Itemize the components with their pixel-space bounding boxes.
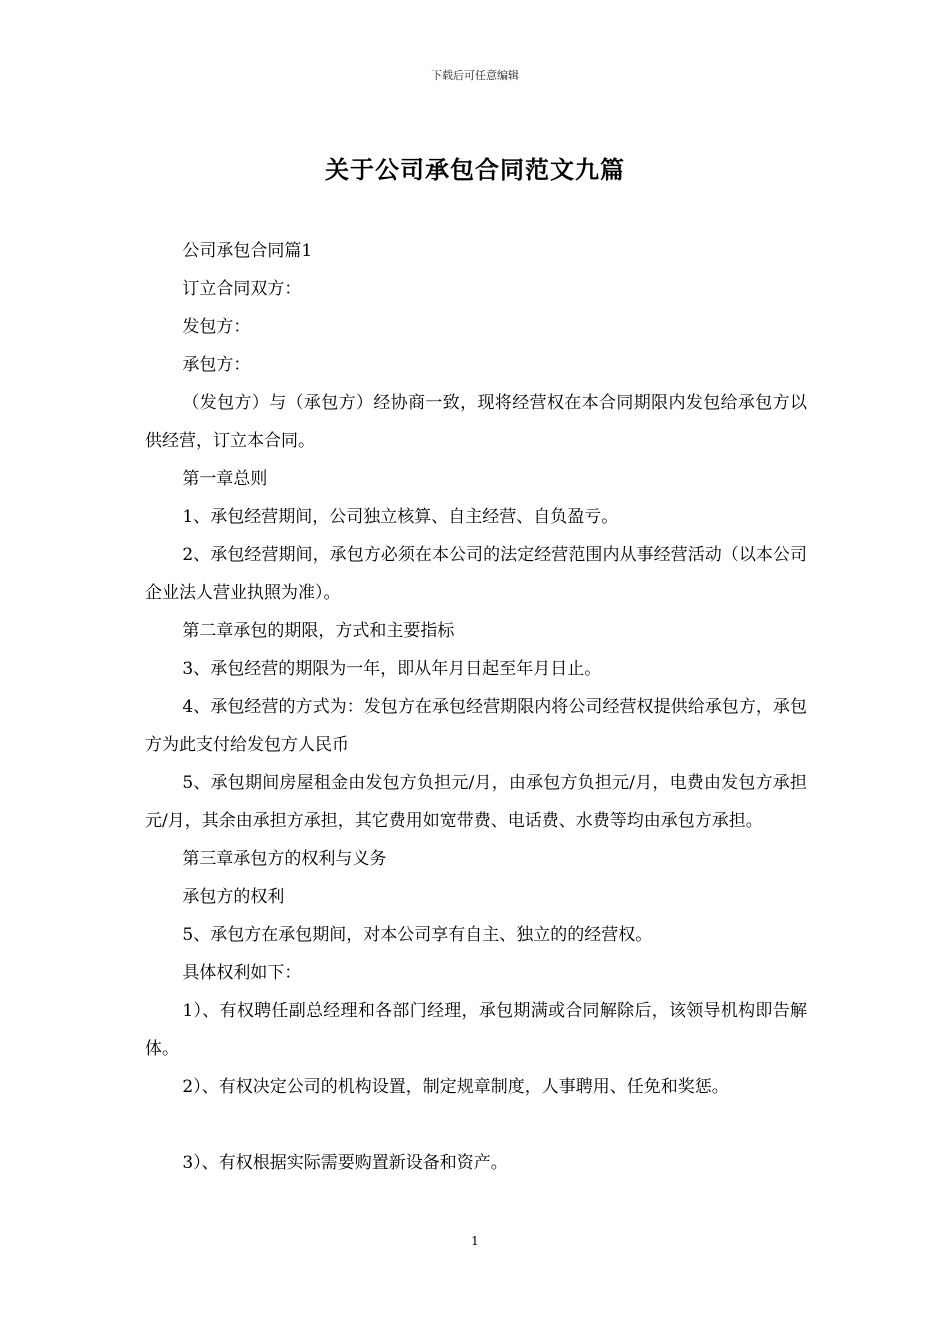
header-note: 下载后可任意编辑 bbox=[431, 69, 519, 82]
paragraph-clause-5: 5、承包期间房屋租金由发包方负担元/月，由承包方负担元/月，电费由发包方承担元/月，其余由承担方承担，其它费用如宽带费、电话费、水费等均由承包方承担。 bbox=[145, 773, 807, 831]
paragraph-clause-3: 3、承包经营的期限为一年，即从年月日起至年月日止。 bbox=[182, 659, 602, 679]
paragraph-parties: 订立合同双方： bbox=[182, 279, 302, 299]
paragraph-contractor-issuer: 发包方： bbox=[182, 317, 251, 337]
paragraph-chapter-1: 第一章总则 bbox=[182, 469, 268, 489]
paragraph-right-3: 3）、有权根据实际需要购置新设备和资产。 bbox=[182, 1153, 508, 1173]
paragraph-right-1: 1）、有权聘任副总经理和各部门经理，承包期满或合同解除后，该领导机构即告解体。 bbox=[145, 1001, 807, 1059]
paragraph-rights-heading: 承包方的权利 bbox=[182, 887, 285, 907]
paragraph-rights-intro: 具体权利如下： bbox=[182, 963, 302, 983]
document-body bbox=[145, 232, 807, 1182]
paragraph-chapter-2: 第二章承包的期限，方式和主要指标 bbox=[182, 621, 455, 641]
paragraph-right-2: 2）、有权决定公司的机构设置，制定规章制度，人事聘用、任免和奖惩。 bbox=[182, 1077, 729, 1097]
paragraph-chapter-3: 第三章承包方的权利与义务 bbox=[182, 849, 387, 869]
paragraph-preamble: （发包方）与（承包方）经协商一致，现将经营权在本合同期限内发包给承包方以供经营，订立本合同。 bbox=[145, 393, 807, 451]
paragraph-clause-2: 2、承包经营期间，承包方必须在本公司的法定经营范围内从事经营活动（以本公司企业法人营业执照为准）。 bbox=[145, 545, 807, 603]
paragraph-clause-5b: 5、承包方在承包期间，对本公司享有自主、独立的的经营权。 bbox=[182, 925, 653, 945]
paragraph-section-heading: 公司承包合同篇1 bbox=[182, 241, 313, 261]
paragraph-contractor: 承包方： bbox=[182, 355, 251, 375]
paragraph-clause-4: 4、承包经营的方式为：发包方在承包经营期限内将公司经营权提供给承包方，承包方为此支付给发包方人民币 bbox=[145, 697, 807, 755]
paragraph-clause-1: 1、承包经营期间，公司独立核算、自主经营、自负盈亏。 bbox=[182, 507, 619, 527]
page-number: 1 bbox=[471, 1234, 479, 1248]
document-title: 关于公司承包合同范文九篇 bbox=[325, 156, 625, 184]
